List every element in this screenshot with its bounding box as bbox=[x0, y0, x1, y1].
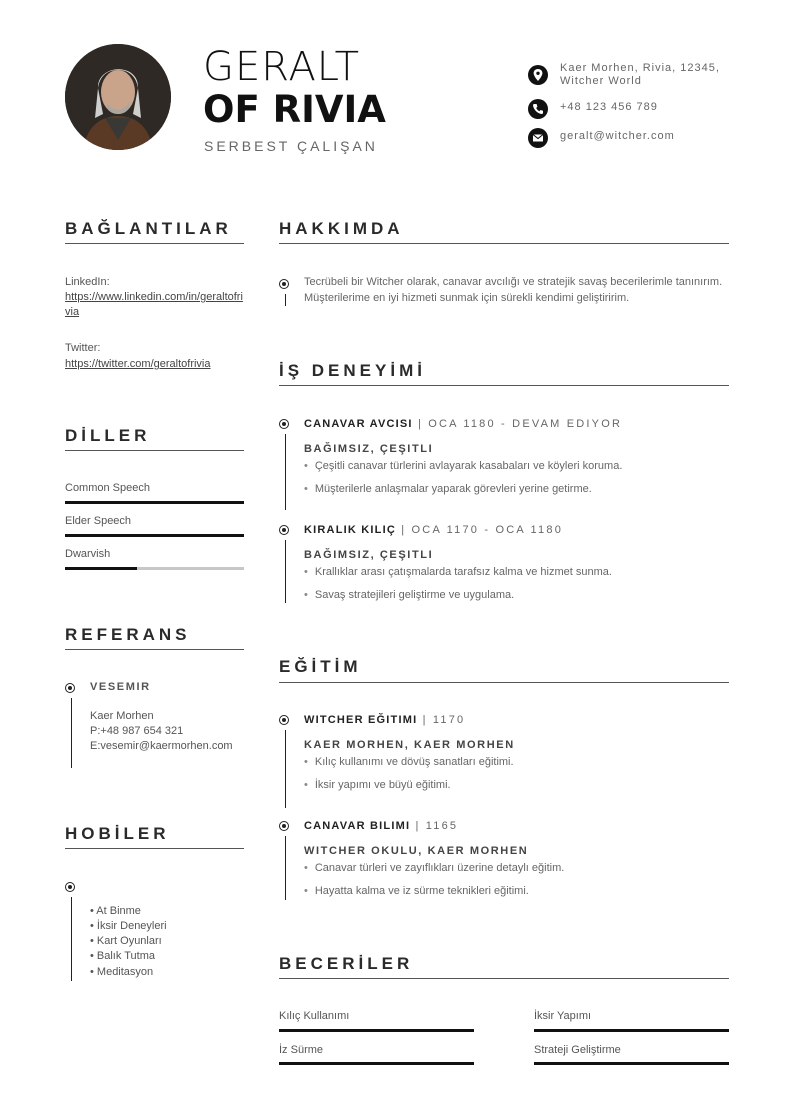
skill-bar bbox=[279, 1029, 474, 1032]
job-heading bbox=[304, 524, 563, 536]
timeline-dot bbox=[279, 525, 289, 535]
about-text: Tecrübeli bir Witcher olarak, canavar avcılığı ve stratejik savaş becerilerimle tanınırım. Müşterilerime en iyi hizmeti sunmak için sürekli kendimi geliştiririm. bbox=[304, 276, 723, 304]
skill-bar bbox=[279, 1062, 474, 1065]
job-title: KIRALIK KILIÇ bbox=[304, 524, 396, 536]
timeline-line bbox=[285, 294, 286, 306]
language-bar bbox=[65, 501, 244, 504]
twitter-label: Twitter: bbox=[65, 342, 101, 354]
timeline-line bbox=[71, 698, 72, 768]
timeline-dot bbox=[279, 715, 289, 725]
mail-icon bbox=[528, 128, 548, 148]
contact-address bbox=[528, 62, 730, 88]
skill-bar-fill bbox=[279, 1029, 474, 1032]
education-school: KAER MORHEN, KAER MORHEN bbox=[304, 739, 515, 751]
education-bullet: • Hayatta kalma ve iz sürme teknikleri eğitimi. bbox=[304, 884, 529, 899]
linkedin-link[interactable]: https://www.linkedin.com/in/geraltofrivia bbox=[65, 291, 243, 318]
hobbies-divider bbox=[65, 848, 244, 849]
address-text: Kaer Morhen, Rivia, 12345, Witcher World bbox=[560, 62, 720, 87]
experience-title: İŞ DENEYİMİ bbox=[279, 361, 426, 380]
education-title-text: WITCHER EĞITIMI bbox=[304, 714, 418, 726]
timeline-dot bbox=[65, 882, 75, 892]
timeline-line bbox=[285, 434, 286, 510]
language-bar-fill bbox=[65, 567, 137, 570]
skill-bar-fill bbox=[534, 1062, 729, 1065]
timeline-line bbox=[285, 540, 286, 603]
job-dates: | OCA 1180 - DEVAM EDIYOR bbox=[412, 418, 623, 430]
education-divider bbox=[279, 682, 729, 683]
education-heading bbox=[304, 714, 465, 726]
education-heading bbox=[304, 820, 458, 832]
timeline-dot bbox=[279, 279, 289, 289]
hobbies-title: HOBİLER bbox=[65, 824, 170, 843]
last-name: OF RIVIA bbox=[203, 88, 386, 131]
job-heading bbox=[304, 418, 622, 430]
location-icon bbox=[528, 65, 548, 85]
education-title: EĞİTİM bbox=[279, 657, 362, 676]
skill-name: İz Sürme bbox=[279, 1044, 324, 1056]
linkedin-label: LinkedIn: bbox=[65, 276, 110, 288]
hobby-item: • Kart Oyunları bbox=[90, 935, 162, 947]
skill-name: İksir Yapımı bbox=[534, 1010, 592, 1022]
language-bar-fill bbox=[65, 534, 244, 537]
portrait-illustration bbox=[65, 44, 171, 150]
contact-phone bbox=[528, 99, 658, 119]
references-divider bbox=[65, 649, 244, 650]
timeline-line bbox=[285, 836, 286, 900]
job-title: CANAVAR AVCISI bbox=[304, 418, 413, 430]
education-year: | 1170 bbox=[417, 714, 466, 726]
hobby-item: • İksir Deneyleri bbox=[90, 920, 167, 932]
education-school: WITCHER OKULU, KAER MORHEN bbox=[304, 845, 529, 857]
language-name: Elder Speech bbox=[65, 515, 132, 527]
skills-title: BECERİLER bbox=[279, 954, 414, 973]
skill-bar-fill bbox=[534, 1029, 729, 1032]
education-title-text: CANAVAR BILIMI bbox=[304, 820, 411, 832]
skills-divider bbox=[279, 978, 729, 979]
skill-bar bbox=[534, 1029, 729, 1032]
education-bullet: • Canavar türleri ve zayıflıkları üzerine detaylı eğitim. bbox=[304, 861, 564, 876]
experience-divider bbox=[279, 385, 729, 386]
language-name: Dwarvish bbox=[65, 548, 111, 560]
job-organization: BAĞIMSIZ, ÇEŞITLI bbox=[304, 443, 434, 455]
job-bullet: • Krallıklar arası çatışmalarda tarafsız kalma ve hizmet sunma. bbox=[304, 565, 612, 580]
about-divider bbox=[279, 243, 729, 244]
hobby-item: • Balık Tutma bbox=[90, 950, 155, 962]
reference-name: VESEMIR bbox=[90, 681, 151, 693]
language-bar bbox=[65, 534, 244, 537]
job-bullet: • Çeşitli canavar türlerini avlayarak kasabaları ve köyleri koruma. bbox=[304, 459, 622, 474]
timeline-line bbox=[285, 730, 286, 808]
email-text: geralt@witcher.com bbox=[560, 130, 675, 142]
phone-text: +48 123 456 789 bbox=[560, 101, 658, 113]
languages-divider bbox=[65, 450, 244, 451]
skill-bar bbox=[534, 1062, 729, 1065]
profile-photo bbox=[65, 44, 171, 150]
links-divider bbox=[65, 243, 244, 244]
contact-email bbox=[528, 128, 675, 148]
reference-phone: P:+48 987 654 321 bbox=[90, 725, 184, 737]
hobby-item: • At Binme bbox=[90, 905, 141, 917]
twitter-link[interactable]: https://twitter.com/geraltofrivia bbox=[65, 358, 211, 370]
first-name: GERALT bbox=[203, 44, 361, 90]
timeline-dot bbox=[279, 821, 289, 831]
job-dates: | OCA 1170 - OCA 1180 bbox=[395, 524, 564, 536]
reference-place: Kaer Morhen bbox=[90, 710, 154, 722]
hobby-item: • Meditasyon bbox=[90, 966, 154, 978]
job-role: SERBEST ÇALIŞAN bbox=[204, 138, 378, 154]
language-bar-fill bbox=[65, 501, 244, 504]
language-bar bbox=[65, 567, 244, 570]
phone-icon bbox=[528, 99, 548, 119]
job-bullet: • Savaş stratejileri geliştirme ve uygulama. bbox=[304, 588, 514, 603]
links-title: BAĞLANTILAR bbox=[65, 219, 232, 238]
skill-name: Strateji Geliştirme bbox=[534, 1044, 621, 1056]
languages-title: DİLLER bbox=[65, 426, 151, 445]
references-title: REFERANS bbox=[65, 625, 191, 644]
reference-email: E:vesemir@kaermorhen.com bbox=[90, 740, 233, 752]
timeline-dot bbox=[279, 419, 289, 429]
skill-name: Kılıç Kullanımı bbox=[279, 1010, 350, 1022]
education-bullet: • İksir yapımı ve büyü eğitimi. bbox=[304, 778, 451, 793]
timeline-dot bbox=[65, 683, 75, 693]
education-bullet: • Kılıç kullanımı ve dövüş sanatları eğitimi. bbox=[304, 755, 514, 770]
job-bullet: • Müşterilerle anlaşmalar yaparak görevleri yerine getirme. bbox=[304, 482, 592, 497]
job-organization: BAĞIMSIZ, ÇEŞITLI bbox=[304, 549, 434, 561]
skill-bar-fill bbox=[279, 1062, 474, 1065]
timeline-line bbox=[71, 897, 72, 981]
language-name: Common Speech bbox=[65, 482, 150, 494]
about-title: HAKKIMDA bbox=[279, 219, 404, 238]
education-year: | 1165 bbox=[410, 820, 459, 832]
